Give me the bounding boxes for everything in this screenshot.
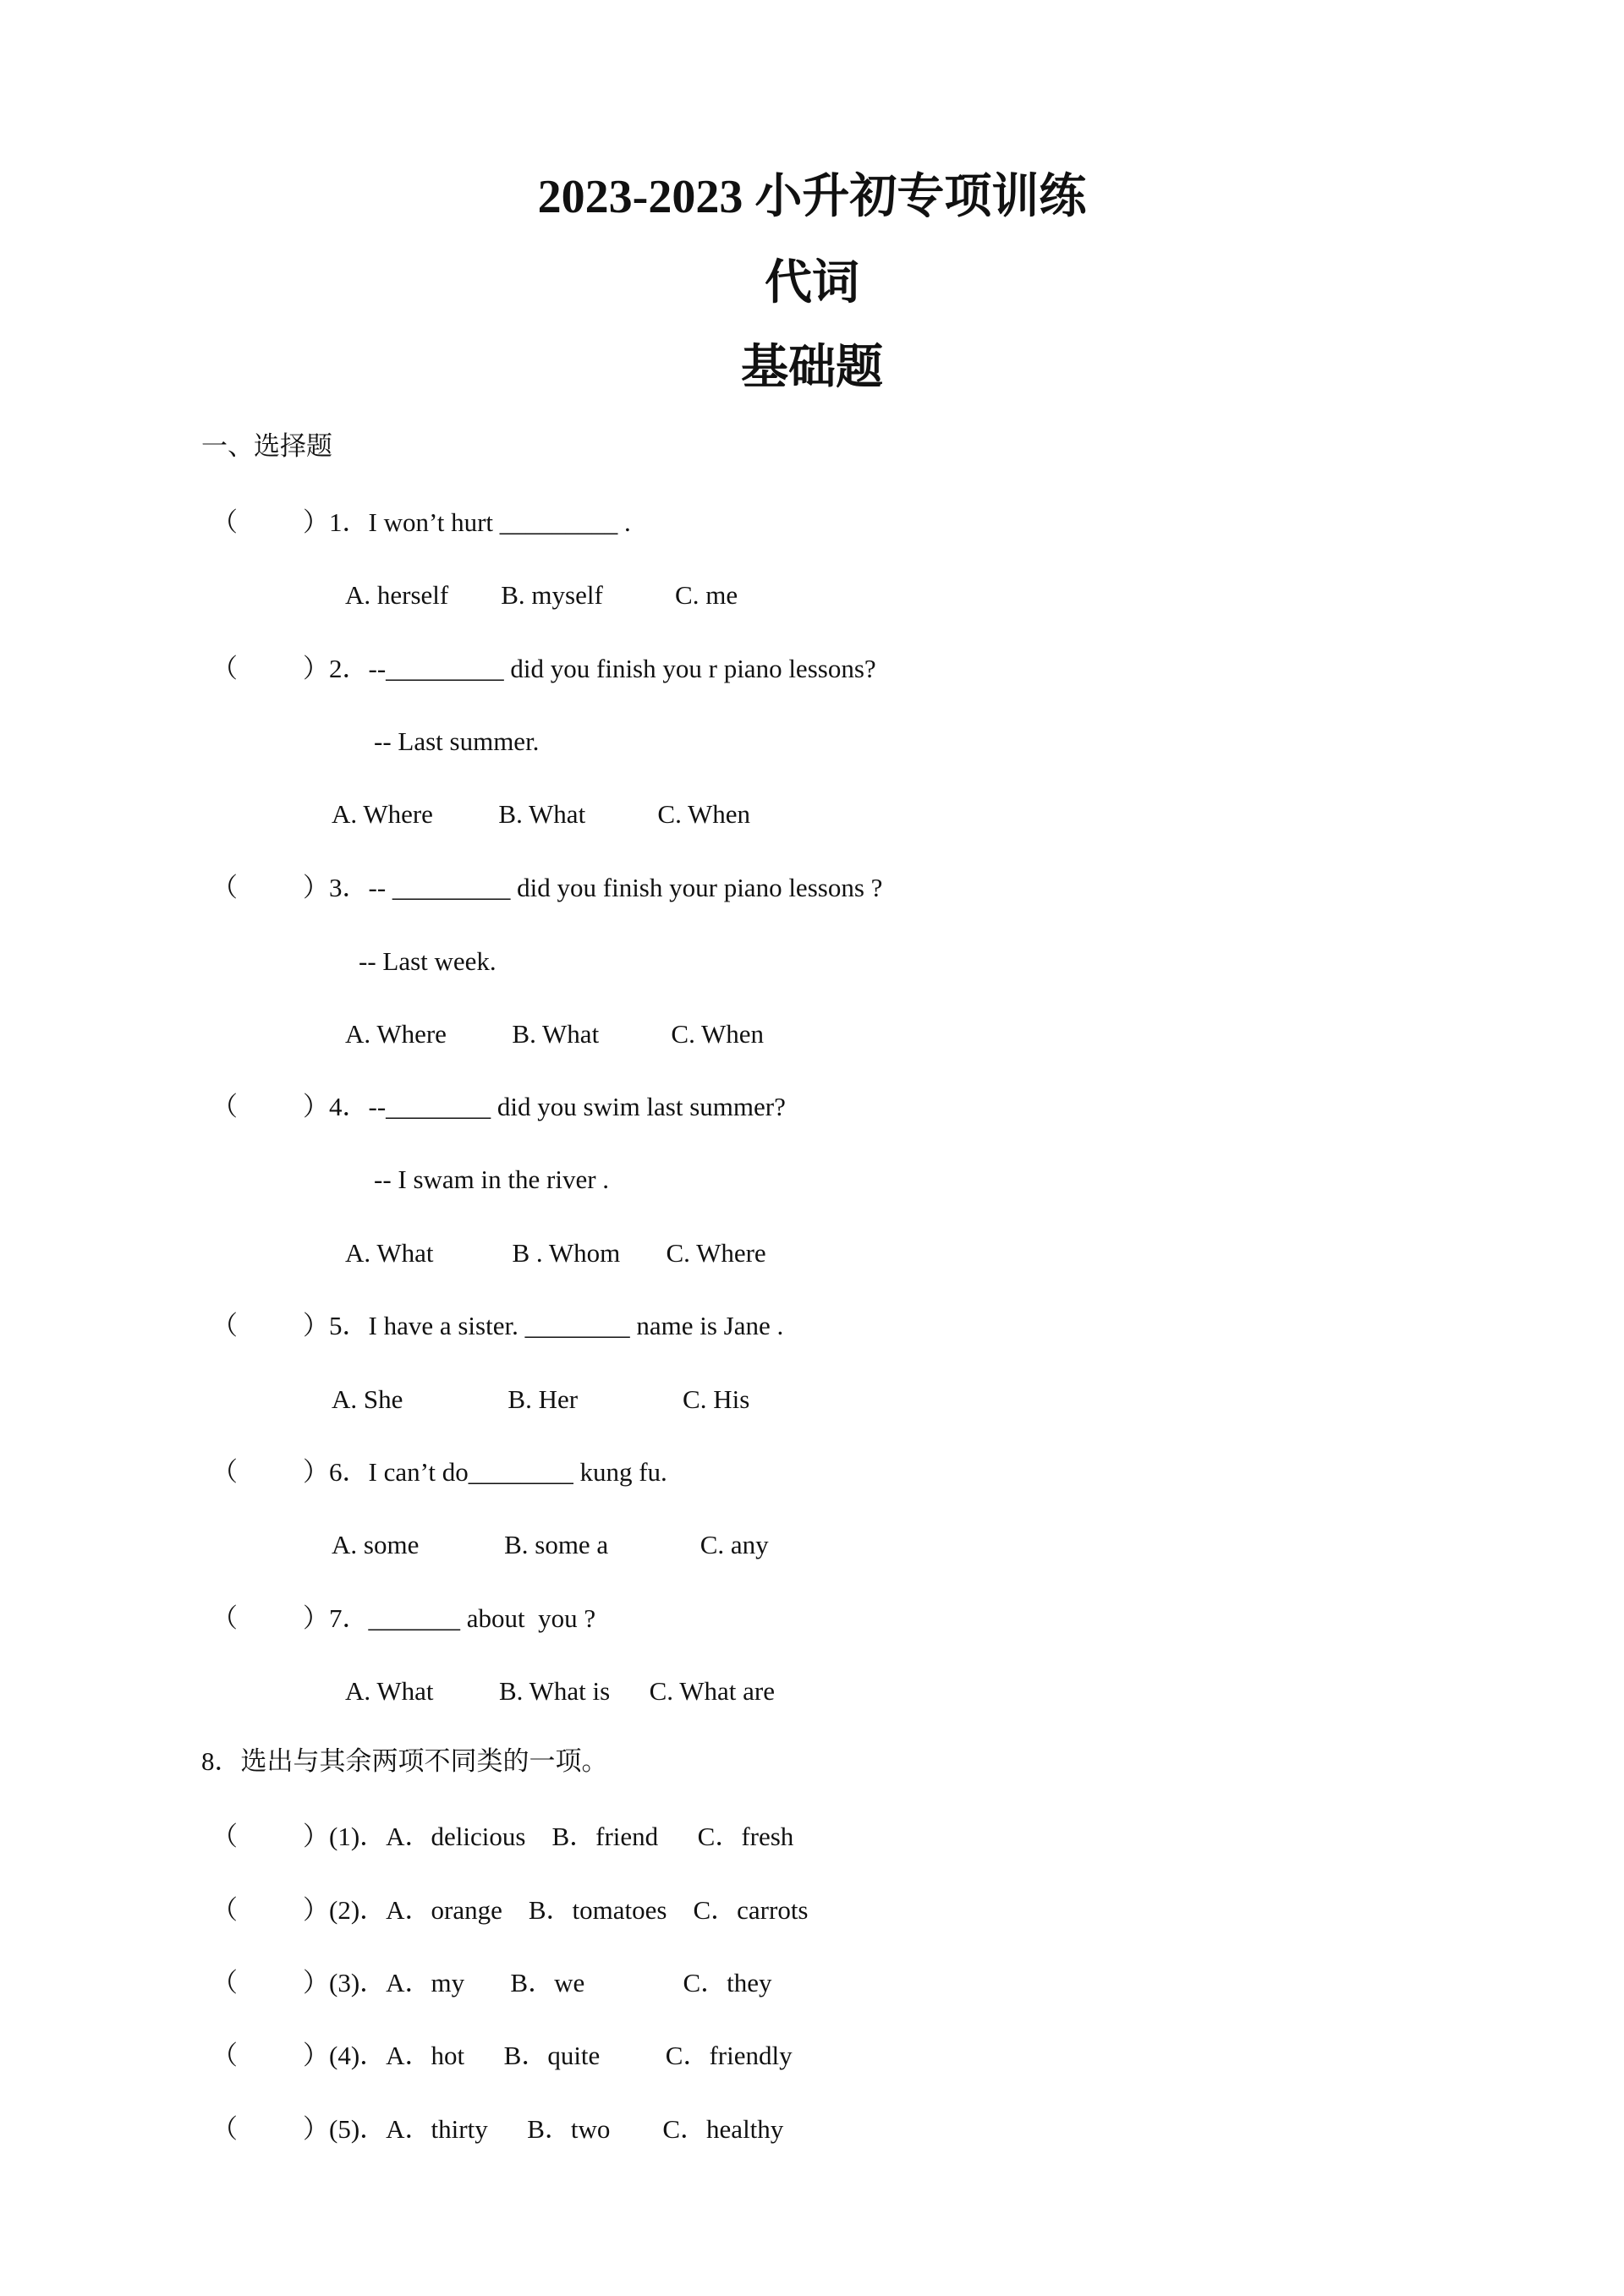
answer-paren: （: [211, 654, 238, 683]
answer-paren: （: [211, 1895, 238, 1925]
question-stem: ）6．I can’t do________ kung fu.: [303, 1457, 667, 1487]
section-heading: 一、选择题: [201, 431, 332, 461]
q8-heading: 8．选出与其余两项不同类的一项。: [201, 1746, 608, 1776]
q8-item: ）(2)．A．orange B．tomatoes C．carrots: [303, 1895, 809, 1925]
question-options: A. Where B. What C. When: [332, 799, 751, 829]
answer-paren: （: [211, 1603, 238, 1633]
question-options: A. Where B. What C. When: [345, 1019, 765, 1049]
question-follow: -- Last week.: [359, 946, 497, 976]
question-follow: -- I swam in the river .: [374, 1164, 610, 1194]
question-follow: -- Last summer.: [374, 726, 540, 756]
q8-item: ）(1)．A．delicious B．friend C．fresh: [303, 1822, 794, 1851]
question-stem: ）5．I have a sister. ________ name is Jane .: [303, 1311, 784, 1340]
topic-title: 代词: [765, 257, 859, 310]
question-options: A. What B. What is C. What are: [345, 1676, 775, 1706]
answer-paren: （: [211, 1311, 238, 1340]
answer-paren: （: [211, 2114, 238, 2144]
answer-paren: （: [211, 1822, 238, 1851]
question-options: A. herself B. myself C. me: [345, 580, 738, 610]
answer-paren: （: [211, 1092, 238, 1121]
main-title: 2023-2023 小升初专项训练: [537, 171, 1087, 223]
question-options: A. What B . Whom C. Where: [345, 1238, 766, 1268]
question-stem: ）3．-- _________ did you finish your piano lessons ?: [303, 873, 883, 902]
q8-item: ）(5)．A．thirty B．two C．healthy: [303, 2114, 784, 2144]
q8-item: ）(4)．A．hot B．quite C．friendly: [303, 2041, 793, 2070]
question-stem: ）4．--________ did you swim last summer?: [303, 1092, 786, 1121]
question-stem: ）7．_______ about you ?: [303, 1603, 596, 1633]
question-stem: ）1．I won’t hurt _________ .: [303, 507, 631, 537]
question-options: A. She B. Her C. His: [332, 1384, 750, 1414]
question-stem: ）2．--_________ did you finish you r piano lessons?: [303, 654, 876, 683]
answer-paren: （: [211, 2041, 238, 2070]
answer-paren: （: [211, 507, 238, 537]
q8-item: ）(3)．A．my B．we C．they: [303, 1968, 772, 1997]
answer-paren: （: [211, 1968, 238, 1997]
level-title: 基础题: [741, 342, 883, 394]
question-options: A. some B. some a C. any: [332, 1530, 769, 1559]
answer-paren: （: [211, 873, 238, 902]
answer-paren: （: [211, 1457, 238, 1487]
